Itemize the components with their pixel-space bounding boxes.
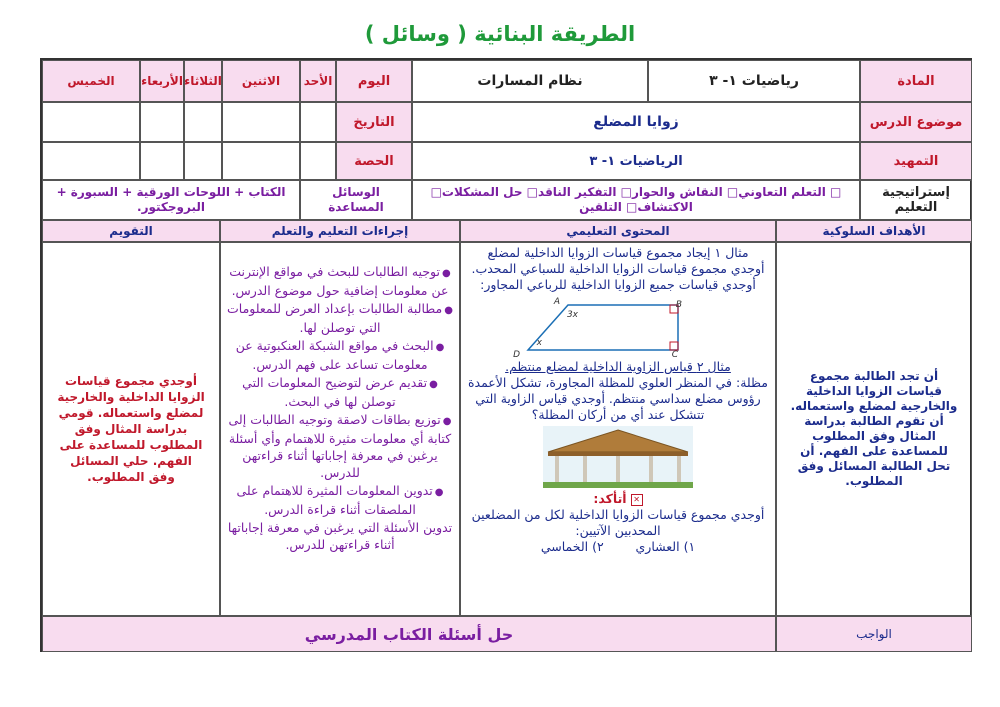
date-sunday-cell bbox=[300, 102, 336, 142]
day-tuesday: الثلاثاء bbox=[184, 60, 222, 102]
period-wednesday-cell bbox=[140, 142, 184, 180]
evaluation-text: أوجدي مجموع قياسات الزوايا الداخلية والخارجية لمضلع واستعماله. قومي بدراسة المثال وفق المطلوب للمساعدة على الفهم. حلي المسائل وفق المطلوب. bbox=[42, 242, 220, 616]
date-label: التاريخ bbox=[336, 102, 412, 142]
period-sunday-cell bbox=[300, 142, 336, 180]
strategy-value: □ التعلم التعاوني□ النقاش والحوار□ التفكير الناقد□ حل المشكلات□ الاكتشاف□ التلقين bbox=[412, 180, 860, 220]
procedures-header: إجراءات التعليم والتعلم bbox=[220, 220, 460, 242]
date-thursday-cell bbox=[42, 102, 140, 142]
check-row bbox=[589, 491, 646, 507]
lesson-topic-value: زوايا المضلع bbox=[412, 102, 860, 142]
homework-label: الواجب bbox=[776, 616, 972, 652]
date-tuesday-cell bbox=[184, 102, 222, 142]
period-monday-cell bbox=[222, 142, 300, 180]
procedures-cell bbox=[220, 242, 460, 616]
angle-d-label: x bbox=[536, 338, 542, 348]
aids-value: الكتاب + اللوحات الورقية + السبورة + البروجكتور. bbox=[42, 180, 300, 220]
procedure-item: ●مطالبة الطالبات بإعداد العرض للمعلومات التي توصلن لها. bbox=[227, 301, 453, 335]
evaluation-header: التقويم bbox=[42, 220, 220, 242]
homework-value: حل أسئلة الكتاب المدرسي bbox=[42, 616, 776, 652]
gazebo-image bbox=[543, 426, 693, 488]
day-wednesday: الأربعاء bbox=[140, 60, 184, 102]
day-sunday: الأحد bbox=[300, 60, 336, 102]
procedure-item: ●تقديم عرض لتوضيح المعلومات التي توصلن لها في البحث. bbox=[242, 375, 438, 409]
check-text: أوجدي مجموع قياسات الزوايا الداخلية لكل من المضلعين المحدبين الآتيين: bbox=[471, 507, 765, 538]
procedure-item: ●البحث في مواقع الشبكة العنكبوتية عن معلومات تساعد على فهم الدرس. bbox=[235, 338, 445, 372]
vertex-a-label: A bbox=[553, 297, 560, 307]
procedure-tail: تدوين الأسئلة التي يرغبن في معرفة إجاباتها أثناء قراءتهن للدرس. bbox=[227, 520, 453, 552]
aids-label: الوسائل المساعدة bbox=[300, 180, 412, 220]
vertex-d-label: D bbox=[513, 350, 520, 360]
angle-a-label: 3x bbox=[566, 310, 578, 320]
page-title: الطريقة البنائية ( وسائل ) bbox=[364, 22, 636, 46]
content-header: المحتوى التعليمي bbox=[460, 220, 776, 242]
check-items-row bbox=[537, 539, 699, 555]
procedure-item: ●توزيع بطاقات لاصقة وتوجيه الطالبات إلى كتابة أي معلومات مثيرة للاهتمام وأي أسئلة يرغبن في معرفة إجاباتها أثناء قراءتهن للدرس. bbox=[228, 412, 452, 480]
example-1-question-2: أوجدي قياسات جميع الزوايا الداخلية للرباعي المجاور: bbox=[480, 277, 756, 292]
period-label: الحصة bbox=[336, 142, 412, 180]
objectives-header: الأهداف السلوكية bbox=[776, 220, 972, 242]
intro-value: الرياضيات ١- ٣ bbox=[412, 142, 860, 180]
day-monday: الاثنين bbox=[222, 60, 300, 102]
lesson-topic-label: موضوع الدرس bbox=[860, 102, 972, 142]
example-1-question: أوجدي مجموع قياسات الزوايا الداخلية للسباعي المحدب. bbox=[471, 261, 765, 276]
day-thursday: الخميس bbox=[42, 60, 140, 102]
period-thursday-cell bbox=[42, 142, 140, 180]
procedure-item: ●تدوين المعلومات المثيرة للاهتمام على الملصقات أثناء قراءة الدرس. bbox=[236, 483, 444, 517]
intro-label: التمهيد bbox=[860, 142, 972, 180]
vertex-c-label: C bbox=[671, 350, 678, 360]
period-tuesday-cell bbox=[184, 142, 222, 180]
content-cell bbox=[460, 242, 776, 616]
day-label: اليوم bbox=[336, 60, 412, 102]
date-wednesday-cell bbox=[140, 102, 184, 142]
example-2-title: مثال ٢ قياس الزاوية الداخلية لمضلع منتظم. bbox=[505, 359, 731, 374]
quadrilateral-diagram bbox=[513, 295, 718, 360]
example-1-title: مثال ١ إيجاد مجموع قياسات الزوايا الداخلية لمضلع bbox=[487, 245, 749, 260]
subject-value: رياضيات ١- ٣ bbox=[648, 60, 860, 102]
example-2-text: مظلة: في المنظر العلوي للمظلة المجاورة، تشكل الأعمدة رؤوس مضلع سداسي منتظم. أوجدي قياس الزاوية التي تتشكل عند أي من أركان المظلة؟ bbox=[467, 375, 769, 422]
date-monday-cell bbox=[222, 102, 300, 142]
subject-label: المادة bbox=[860, 60, 972, 102]
lesson-plan-table bbox=[40, 58, 972, 652]
vertex-b-label: B bbox=[675, 300, 682, 310]
check-item-2: ٢) الخماسي bbox=[540, 539, 604, 554]
system-label: نظام المسارات bbox=[412, 60, 648, 102]
procedures-list bbox=[221, 263, 459, 554]
procedure-item: ●توجيه الطالبات للبحث في مواقع الإنترنت عن معلومات إضافية حول موضوع الدرس. bbox=[229, 264, 451, 298]
check-item-1: ١) العشاري bbox=[635, 539, 696, 554]
strategy-label: إستراتيجية التعليم bbox=[860, 180, 972, 220]
check-icon: ✕ bbox=[631, 494, 643, 506]
objectives-text: أن تجد الطالبة مجموع قياسات الزوايا الداخلية والخارجية لمضلع واستعماله. أن تقوم الطالبة بدراسة المثال وفق المطلوب للمساعدة على الفهم. أن تحل الطالبة المسائل وفق المطلوب. bbox=[776, 242, 972, 616]
check-label: أتأكد: bbox=[593, 491, 627, 506]
